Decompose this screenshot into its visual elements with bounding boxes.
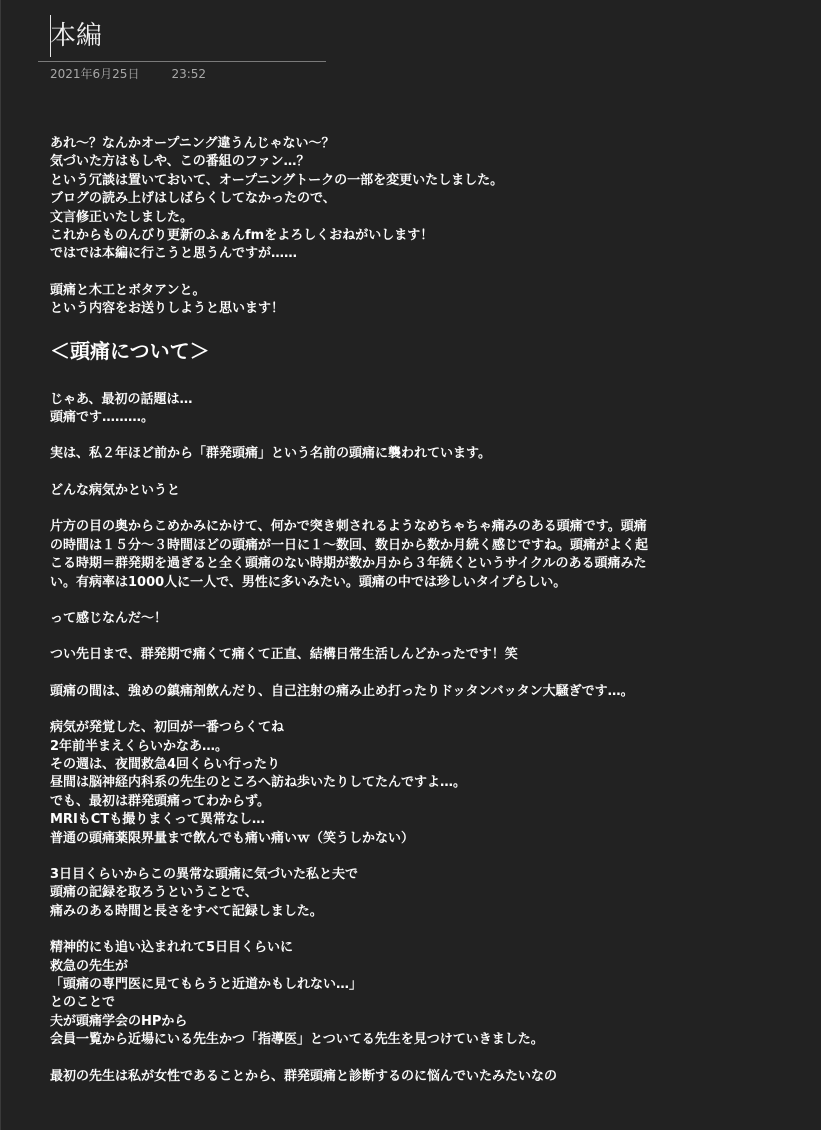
paragraph-line: 実は、私２年ほど前から「群発頭痛」という名前の頭痛に襲われています。 <box>50 446 491 462</box>
paragraph <box>50 445 650 463</box>
paragraph <box>50 282 650 319</box>
paragraph <box>50 610 650 628</box>
paragraph-line: とのことで <box>50 995 116 1011</box>
paragraph-line: でも、最初は群発頭痛ってわからず。 <box>50 793 270 809</box>
paragraph-line: 頭痛です………。 <box>50 410 155 426</box>
paragraph-line: ではでは本編に行こうと思うんですが…… <box>50 246 298 262</box>
paragraph-line: これからものんびり更新のふぁんfmをよろしくおねがいします！ <box>50 228 434 244</box>
paragraph-line: 普通の頭痛薬限界量まで飲んでも痛い痛いｗ（笑うしかない） <box>50 830 415 846</box>
post-body[interactable] <box>50 135 650 1104</box>
section-heading: ＜頭痛について＞ <box>50 338 210 363</box>
paragraph-line: 昼間は脳神経内科系の先生のところへ訪ね歩いたりしてたんですよ…。 <box>50 775 467 791</box>
paragraph <box>50 1068 650 1086</box>
paragraph-line: 文言修正いたしました。 <box>50 209 194 225</box>
post-header <box>38 12 326 62</box>
paragraph-line: 頭痛の記録を取ろうということで、 <box>50 885 258 901</box>
paragraph-line: 精神的にも追い込まれれて5日目くらいに <box>50 940 294 956</box>
paragraph-line: 2年前半まえくらいかなあ…。 <box>50 738 229 754</box>
paragraph-line: 痛みのある時間と長さをすべて記録しました。 <box>50 903 323 919</box>
paragraph-line: 「頭痛の専門医に見てもらうと近道かもしれない…」 <box>50 977 363 992</box>
paragraph <box>50 482 650 500</box>
paragraph-line: 気づいた方はもしや、この番組のファン…？ <box>50 154 310 170</box>
paragraph-line: 夫が頭痛学会のHPから <box>50 1013 188 1029</box>
paragraph-line: 頭痛と木工とボタアンと。 <box>50 282 206 298</box>
paragraph-line: どんな病気かというと <box>50 482 181 498</box>
paragraph-line: 救急の先生が <box>50 958 129 974</box>
paragraph-line: 頭痛の間は、強めの鎮痛剤飲んだり、自己注射の痛み止め打ったりドッタンバッタン大騒ぎです…。 <box>50 683 634 699</box>
paragraph <box>50 866 650 921</box>
paragraph <box>50 646 650 664</box>
paragraph-line: じゃあ、最初の話題は… <box>50 391 193 407</box>
post-title[interactable]: 本編 <box>50 21 103 51</box>
paragraph-line: という冗談は置いておいて、オープニングトークの一部を変更いたしました。 <box>50 172 504 188</box>
paragraph-line: その週は、夜間救急4回くらい行ったり <box>50 756 281 772</box>
intro-section <box>50 135 650 319</box>
paragraph-line: 最初の先生は私が女性であることから、群発頭痛と診断するのに悩んでいたみたいなの <box>50 1068 558 1084</box>
post-date: 2021年6月25日 <box>50 67 140 81</box>
window-edge <box>0 0 1 1130</box>
paragraph-line: ブログの読み上げはしばらくしてなかったので、 <box>50 191 336 207</box>
paragraph <box>50 683 650 701</box>
paragraph-line: って感じなんだ〜！ <box>50 610 168 626</box>
headache-section <box>50 391 650 1086</box>
post-time: 23:52 <box>171 67 207 81</box>
paragraph-line: 病気が発覚した、初回が一番つらくてね <box>50 720 285 736</box>
paragraph <box>50 939 650 1049</box>
paragraph-line: 3日目くらいからこの異常な頭痛に気づいた私と夫で <box>50 866 359 882</box>
paragraph-line: 片方の目の奥からこめかみにかけて、何かで突き刺されるようなめちゃちゃ痛みのある頭痛です。頭痛の時間は１５分〜３時間ほどの頭痛が一日に１〜数回、数日から数か月続く感じですね。頭痛がよく起こる時期＝群発期を過ぎると全く頭痛のない時期が数か月から３年続くというサイクルのある頭痛みたい。有病率は1000人に一人で、男性に多いみたい。頭痛の中では珍しいタイプらしい。 <box>50 519 649 590</box>
paragraph-line: 会員一覧から近場にいる先生かつ「指導医」とついてる先生を見つけていきました。 <box>50 1032 544 1048</box>
paragraph-line: という内容をお送りしようと思います！ <box>50 301 285 317</box>
paragraph <box>50 719 650 848</box>
paragraph <box>50 518 650 592</box>
post-meta <box>50 66 206 82</box>
paragraph-line: つい先日まで、群発期で痛くて痛くて正直、結構日常生活しんどかったです！笑 <box>50 647 518 663</box>
paragraph <box>50 135 650 264</box>
paragraph-line: MRIもCTも撮りまくって異常なし… <box>50 812 265 828</box>
paragraph-line: あれ〜？なんかオープニング違うんじゃない〜？ <box>50 136 335 151</box>
paragraph <box>50 391 650 428</box>
